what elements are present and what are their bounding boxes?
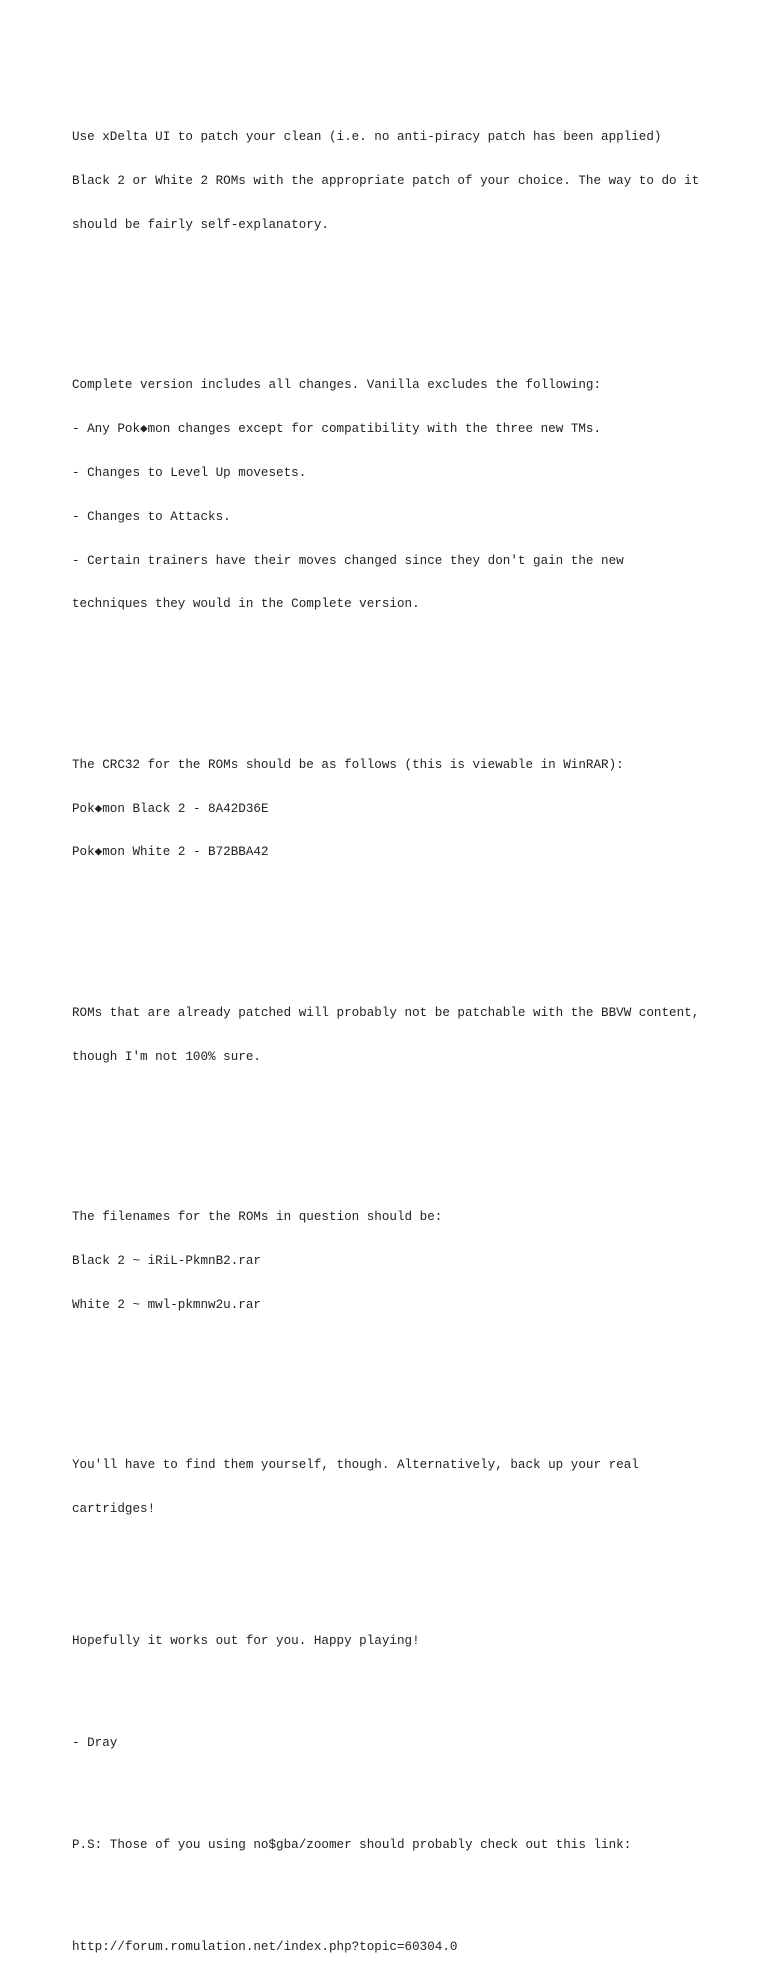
versions-line: - Changes to Attacks. <box>72 509 231 524</box>
intro-paragraph <box>72 101 712 262</box>
paragraph-gap <box>72 1779 712 1794</box>
patched-line: ROMs that are already patched will probably not be patchable with the BBVW content, <box>72 1006 700 1020</box>
versions-line: - Any Pok◆mon changes except for compatibility with the three new TMs. <box>72 422 602 437</box>
paragraph-gap <box>72 1123 712 1138</box>
find-line: cartridges! <box>72 1502 156 1517</box>
paragraph-gap <box>72 918 712 933</box>
patched-line: though I'm not 100% sure. <box>72 1049 261 1064</box>
filenames-line: White 2 ~ mwl-pkmnw2u.rar <box>72 1297 261 1312</box>
find-paragraph <box>72 1429 712 1546</box>
filenames-line: The filenames for the ROMs in question should be: <box>72 1210 443 1225</box>
versions-line: - Certain trainers have their moves changed since they don't gain the new <box>72 553 624 568</box>
intro-line: Use xDelta UI to patch your clean (i.e. no anti-piracy patch has been applied) <box>72 130 662 145</box>
crc-line: The CRC32 for the ROMs should be as follows (this is viewable in WinRAR): <box>72 757 624 772</box>
paragraph-gap <box>72 1882 712 1897</box>
versions-line: - Changes to Level Up movesets. <box>72 466 307 481</box>
paragraph-gap <box>72 1371 712 1386</box>
paragraph-gap <box>72 291 712 306</box>
filenames-paragraph <box>72 1181 712 1342</box>
forum-link-text: http://forum.romulation.net/index.php?topic=60304.0 <box>72 1940 458 1954</box>
crc-line: Pok◆mon White 2 - B72BBA42 <box>72 845 269 860</box>
closing-paragraph: Hopefully it works out for you. Happy playing! <box>72 1633 420 1648</box>
paragraph-gap <box>72 1677 712 1692</box>
versions-line: techniques they would in the Complete version. <box>72 597 420 612</box>
ps-paragraph: P.S: Those of you using no$gba/zoomer should probably check out this link: <box>72 1837 632 1852</box>
crc-paragraph <box>72 729 712 890</box>
patched-paragraph <box>72 977 712 1094</box>
document-body <box>72 72 712 1969</box>
signature: - Dray <box>72 1735 118 1750</box>
filenames-line: Black 2 ~ iRiL-PkmnB2.rar <box>72 1254 261 1269</box>
versions-paragraph <box>72 349 712 641</box>
intro-line: should be fairly self-explanatory. <box>72 217 329 232</box>
crc-line: Pok◆mon Black 2 - 8A42D36E <box>72 801 269 816</box>
versions-line: Complete version includes all changes. Vanilla excludes the following: <box>72 378 602 393</box>
paragraph-gap <box>72 1575 712 1590</box>
paragraph-gap <box>72 670 712 685</box>
intro-line: Black 2 or White 2 ROMs with the appropriate patch of your choice. The way to do it <box>72 174 700 189</box>
find-line: You'll have to find them yourself, though. Alternatively, back up your real <box>72 1458 639 1473</box>
